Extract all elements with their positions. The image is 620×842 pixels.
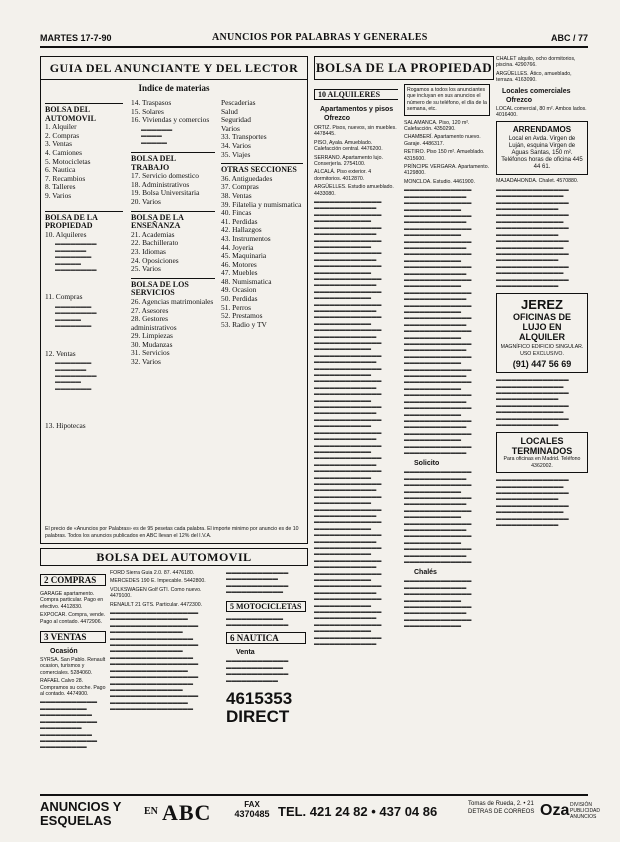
index-item: 32. Varios	[131, 357, 161, 367]
venta-heading: Venta	[236, 649, 255, 657]
index-left: BOLSA DEL AUTOMOVIL 1. Alquiler 2. Compras 3. Ventas 4. Camiones 5. Motocicletas 6. Nautica 7. Recambios 8. Talleres 9. Varios BOLSA DE LA PROPIEDAD 10. Alquileres ▬▬▬▬▬▬▬▬ ▬▬▬▬▬▬ ▬▬▬▬▬▬▬ ▬▬▬▬▬ ▬▬▬▬▬▬▬▬ 11. Compras ▬▬▬▬▬▬▬ ▬▬▬▬▬▬▬▬ ▬▬▬▬▬ ▬▬▬▬▬▬▬ 12. Ventas ▬▬▬▬▬▬▬ ▬▬▬▬▬▬ ▬▬▬▬▬▬▬▬ ▬▬▬▬▬ ▬▬▬▬▬▬▬ 13. Hipotecas	[45, 99, 123, 431]
automovil-banner	[40, 548, 308, 566]
footer-big-text: ANUNCIOS Y ESQUELAS	[40, 799, 122, 828]
index-item: 7. Recambios	[45, 173, 86, 183]
automovil-col-2: FORD Sierra Guia 2.0. 87. 4476180. MERCEDES 190 E. Impecable. 5442800. VOLKSWAGEN Golf GTI. Como nuevo. 4479100. RENAULT 21 GTS. Particular. 4472300. ▬▬▬▬▬▬▬▬▬▬▬▬▬▬▬▬▬ ▬▬▬▬▬▬▬▬▬▬▬▬▬▬▬ ▬▬▬▬▬▬▬▬▬▬▬▬▬▬▬▬▬ ▬▬▬▬▬▬▬▬▬▬▬▬▬▬ ▬▬▬▬▬▬▬▬▬▬▬▬▬▬▬▬ ▬▬▬▬▬▬▬▬▬▬▬▬▬▬▬▬▬ ▬▬▬▬▬▬▬▬▬▬▬▬▬▬ ▬▬▬▬▬▬▬▬▬▬▬▬▬▬▬▬ ▬▬▬▬▬▬▬▬▬▬▬▬▬▬▬▬▬ ▬▬▬▬▬▬▬▬▬▬▬▬▬▬▬ ▬▬▬▬▬▬▬▬▬▬▬▬▬▬▬▬▬ ▬▬▬▬▬▬▬▬▬▬▬▬▬▬▬▬ ▬▬▬▬▬▬▬▬▬▬▬▬▬▬ ▬▬▬▬▬▬▬▬▬▬▬▬▬▬▬▬▬ ▬▬▬▬▬▬▬▬▬▬▬▬▬▬▬ ▬▬▬▬▬▬▬▬▬▬▬▬▬▬▬▬	[110, 570, 222, 790]
index-item: 4. Camiones	[45, 147, 82, 157]
automovil-col-3: ▬▬▬▬▬▬▬▬▬▬▬▬ ▬▬▬▬▬▬▬▬▬▬ ▬▬▬▬▬▬▬▬▬▬▬▬ ▬▬▬▬▬▬▬▬▬▬▬ 5 MOTOCICLETAS ▬▬▬▬▬▬▬▬▬▬▬ ▬▬▬▬▬▬▬▬▬▬▬▬ 6 NAUTICA Venta ▬▬▬▬▬▬▬▬▬▬▬▬ ▬▬▬▬▬▬▬▬▬▬▬ ▬▬▬▬▬▬▬▬▬▬▬▬ ▬▬▬▬▬▬▬▬▬▬ 4615353 DIRECT	[226, 570, 306, 790]
index-item: 13. Hipotecas	[45, 421, 86, 431]
index-item: 1. Alquiler	[45, 122, 77, 132]
apartamentos-heading: Apartamentos y pisos	[320, 106, 394, 113]
jerez-sub: MAGNÍFICO EDIFICIO SINGULAR. USO EXCLUSIVO.	[500, 344, 584, 357]
index-item: Seguridad	[221, 115, 251, 125]
locales-terminados-text: Para oficinas en Madrid. Teléfono 4362002.	[503, 456, 581, 469]
index-item: Salud	[221, 106, 238, 116]
ad: LOCAL comercial, 80 m². Ambos lados. 4016400.	[496, 105, 587, 119]
issue-date: MARTES 17-7-90	[40, 33, 112, 43]
arrendamos-box	[496, 121, 588, 175]
ofrezco-heading: Ofrezco	[324, 115, 351, 122]
index-item: 6. Nautica	[45, 165, 76, 175]
motocicletas-tag: 5 MOTOCICLETAS	[226, 601, 306, 612]
ad: RENAULT 21 GTS. Particular. 4472300.	[110, 601, 203, 608]
ad: RAFAEL Calvo 28. Compramos su coche. Pago al contado. 4474900.	[40, 678, 106, 698]
index-item: 23. Idiomas	[131, 246, 166, 256]
index-item: 31. Servicios	[131, 348, 170, 358]
index-heading: BOLSA DE LA ENSEÑANZA	[131, 211, 215, 231]
ocasion-heading: Ocasión	[50, 648, 78, 656]
index-item: 42. Hallazgos	[221, 225, 262, 235]
notice-box: Rogamos a todos los anunciantes que incluyan en sus anuncios el número de su teléfono, el día de la semana, etc.	[404, 84, 490, 116]
footer-oza-sub: DIVISIÓN PUBLICIDAD ANUNCIOS	[570, 802, 601, 820]
paper-page: ABC / 77	[550, 33, 588, 43]
ofrezco-heading-2: Ofrezco	[506, 96, 533, 104]
footer-anuncios	[40, 800, 140, 828]
ad: CHALET alquilo, ocho dormitorios, piscina. 4290766.	[496, 56, 576, 69]
direct-phone: 4615353	[226, 689, 293, 709]
automovil-col-1: 2 COMPRAS GARAGE apartamento. Compra particular. Pago en efectivo. 4412830. EXPOCAR. Compra, vende. Pago al contado. 4472906. 3 VENTAS Ocasión SYRSA. San Pablo. Renault ocasion, turismos y comerciales. 5284060. RAFAEL Calvo 28. Compramos su coche. Pago al contado. 4474900. ▬▬▬▬▬▬▬▬▬▬▬ ▬▬▬▬▬▬▬▬▬ ▬▬▬▬▬▬▬▬▬▬ ▬▬▬▬▬▬▬▬▬▬▬ ▬▬▬▬▬▬▬▬ ▬▬▬▬▬▬▬▬▬▬ ▬▬▬▬▬▬▬▬▬▬▬ ▬▬▬▬▬▬▬▬▬	[40, 575, 106, 751]
footer-ad	[40, 794, 601, 832]
index-item: 51. Perros	[221, 302, 251, 312]
index-item: 8. Talleres	[45, 182, 76, 192]
index-item: 26. Agencias matrimoniales	[131, 296, 214, 306]
index-item: 33. Transportes	[221, 132, 267, 142]
index-item: 45. Maquinaria	[221, 251, 267, 261]
index-item: 35. Viajes	[221, 149, 251, 159]
index-item: 36. Antiguedades	[221, 173, 273, 183]
index-item: 50. Perdidas	[221, 294, 258, 304]
jerez-box	[496, 293, 588, 373]
index-item: Varios	[221, 123, 240, 133]
ad: ARGÜELLES. Ático, amueblado, terraza. 4163090.	[496, 70, 572, 84]
index-item: 38. Ventas	[221, 190, 252, 200]
index-item: 37. Compras	[221, 182, 259, 192]
guia-footnote: El precio de «Anuncios por Palabras» es de 95 pesetas cada palabra. El importe minimo por anuncio es de 10 palabras. Todos los anuncios publicados en ABC llevan el 12% del I.V.A.	[45, 526, 299, 539]
locales-terminados-title: LOCALES TERMINADOS	[511, 436, 573, 457]
index-item: 39. Filatelia y numismatica	[221, 199, 302, 209]
index-item: 5. Motocicletas	[45, 156, 91, 166]
index-heading: BOLSA DEL TRABAJO	[131, 152, 215, 172]
ventas-tag: 3 VENTAS	[40, 631, 106, 643]
index-heading: BOLSA DEL AUTOMOVIL	[45, 103, 123, 123]
nautica-tag: 6 NAUTICA	[226, 632, 306, 644]
index-item: 25. Varios	[131, 264, 161, 274]
jerez-title: JEREZ	[521, 297, 563, 313]
index-item: 9. Varios	[45, 190, 72, 200]
fax-number: 4370485	[234, 809, 270, 819]
index-item: 2. Compras	[45, 130, 80, 140]
ad: RETIRO. Piso 150 m². Amueblado. 4315600.	[404, 149, 485, 162]
footer-oza: Oza	[540, 802, 570, 819]
index-item: 28. Gestores administrativos	[131, 314, 177, 332]
chalets-heading: Chalés	[414, 569, 437, 577]
jerez-text: OFICINAS DE LUJO EN ALQUILER	[512, 312, 571, 343]
propiedad-title: BOLSA DE LA PROPIEDAD	[315, 60, 493, 75]
index-heading: OTRAS SECCIONES	[221, 163, 303, 175]
ad: MERCEDES 190 E. Impecable. 5442800.	[110, 578, 206, 585]
page-header	[40, 32, 588, 48]
ad: PISO, Ayala. Amueblado. Calefacción central. 4476200.	[314, 139, 383, 153]
ad: ALCALÁ. Piso exterior. 4 dormitorios. 4012870.	[314, 169, 372, 182]
index-item: 19. Bolsa Universitaria	[131, 188, 200, 198]
locales-heading: Locales comerciales	[502, 87, 571, 95]
index-heading: BOLSA DE LA PROPIEDAD	[45, 211, 123, 231]
index-item: 21. Academias	[131, 229, 175, 239]
tel-number: 421 24 82 • 437 04 86	[309, 804, 438, 819]
arrendamos-text: Local en Avda. Virgen de Luján, esquina Virgen de Aguas Santas, 150 m². Teléfonos horas de oficina 445 44 61.	[501, 136, 583, 171]
direct-label: DIRECT	[226, 707, 290, 727]
ad: SYRSA. San Pablo. Renault ocasion, turismos y comerciales. 5284060.	[40, 657, 106, 676]
section-title: ANUNCIOS POR PALABRAS Y GENERALES	[212, 32, 428, 43]
ad: FORD Sierra Guia 2.0. 87. 4476180.	[110, 570, 195, 576]
index-item: 17. Servicio domestico	[131, 171, 199, 181]
index-item: 3. Ventas	[45, 139, 72, 149]
footer-en: EN	[144, 806, 158, 817]
ad: ORTIZ. Pisos, nuevos, sin muebles. 4478445.	[314, 125, 397, 138]
ad: PRÍNCIPE VERGARA. Apartamento. 4129800.	[404, 164, 490, 177]
propiedad-col-2: Rogamos a todos los anunciantes que incluyan en sus anuncios el número de su teléfono, el día de la semana, etc. SALAMANCA. Piso, 120 m². Calefacción. 4350290. CHAMBERÍ. Apartamento nuevo. Garaje. 4486317. RETIRO. Piso 150 m². Amueblado. 4315600. PRÍNCIPE VERGARA. Apartamento. 4129800. MONCLOA. Estudio. 4461900. ▬▬▬▬▬▬▬▬▬▬▬▬▬ ▬▬▬▬▬▬▬▬▬▬▬▬ ▬▬▬▬▬▬▬▬▬▬▬▬▬ ▬▬▬▬▬▬▬▬▬▬▬ ▬▬▬▬▬▬▬▬▬▬▬▬▬ ▬▬▬▬▬▬▬▬▬▬▬▬ ▬▬▬▬▬▬▬▬▬▬▬▬▬ ▬▬▬▬▬▬▬▬▬▬▬ ▬▬▬▬▬▬▬▬▬▬▬▬▬ ▬▬▬▬▬▬▬▬▬▬▬▬ ▬▬▬▬▬▬▬▬▬▬▬▬▬ ▬▬▬▬▬▬▬▬▬▬▬ ▬▬▬▬▬▬▬▬▬▬▬▬▬ ▬▬▬▬▬▬▬▬▬▬▬▬ ▬▬▬▬▬▬▬▬▬▬▬▬▬ ▬▬▬▬▬▬▬▬▬▬▬ ▬▬▬▬▬▬▬▬▬▬▬▬▬ ▬▬▬▬▬▬▬▬▬▬▬▬ ▬▬▬▬▬▬▬▬▬▬▬▬▬ ▬▬▬▬▬▬▬▬▬▬▬ ▬▬▬▬▬▬▬▬▬▬▬▬▬ ▬▬▬▬▬▬▬▬▬▬▬▬ ▬▬▬▬▬▬▬▬▬▬▬▬▬ ▬▬▬▬▬▬▬▬▬▬▬ ▬▬▬▬▬▬▬▬▬▬▬▬▬ ▬▬▬▬▬▬▬▬▬▬▬▬ ▬▬▬▬▬▬▬▬▬▬▬▬▬ ▬▬▬▬▬▬▬▬▬▬▬ ▬▬▬▬▬▬▬▬▬▬▬▬▬ ▬▬▬▬▬▬▬▬▬▬▬▬ ▬▬▬▬▬▬▬▬▬▬▬▬▬ ▬▬▬▬▬▬▬▬▬▬▬ ▬▬▬▬▬▬▬▬▬▬▬▬▬ ▬▬▬▬▬▬▬▬▬▬▬▬ ▬▬▬▬▬▬▬▬▬▬▬▬▬ ▬▬▬▬▬▬▬▬▬▬▬ ▬▬▬▬▬▬▬▬▬▬▬▬▬ ▬▬▬▬▬▬▬▬▬▬▬▬ ▬▬▬▬▬▬▬▬▬▬▬▬▬ ▬▬▬▬▬▬▬▬▬▬▬ ▬▬▬▬▬▬▬▬▬▬▬▬▬ ▬▬▬▬▬▬▬▬▬▬▬▬ Solicito ▬▬▬▬▬▬▬▬▬▬▬▬▬ ▬▬▬▬▬▬▬▬▬▬▬▬ ▬▬▬▬▬▬▬▬▬▬▬▬▬ ▬▬▬▬▬▬▬▬▬▬▬ ▬▬▬▬▬▬▬▬▬▬▬▬▬ ▬▬▬▬▬▬▬▬▬▬▬▬ ▬▬▬▬▬▬▬▬▬▬▬▬▬ ▬▬▬▬▬▬▬▬▬▬▬ ▬▬▬▬▬▬▬▬▬▬▬▬▬ ▬▬▬▬▬▬▬▬▬▬▬▬ ▬▬▬▬▬▬▬▬▬▬▬▬▬ ▬▬▬▬▬▬▬▬▬▬▬ ▬▬▬▬▬▬▬▬▬▬▬▬▬ ▬▬▬▬▬▬▬▬▬▬▬▬ ▬▬▬▬▬▬▬▬▬▬▬▬▬ Chalés ▬▬▬▬▬▬▬▬▬▬▬▬▬ ▬▬▬▬▬▬▬▬▬▬▬▬ ▬▬▬▬▬▬▬▬▬▬▬▬▬ ▬▬▬▬▬▬▬▬▬▬▬ ▬▬▬▬▬▬▬▬▬▬▬▬▬ ▬▬▬▬▬▬▬▬▬▬▬▬ ▬▬▬▬▬▬▬▬▬▬▬▬▬ ▬▬▬▬▬▬▬▬▬▬▬	[404, 84, 490, 790]
index-item: 40. Fincas	[221, 208, 252, 218]
index-item: 53. Radio y TV	[221, 319, 267, 329]
index-item: 18. Administrativos	[131, 179, 190, 189]
fax-label: FAX	[244, 800, 260, 809]
index-item: 11. Compras	[45, 292, 83, 302]
guia-title: GUIA DEL ANUNCIANTE Y DEL LECTOR	[41, 57, 307, 80]
ad: ARGÜELLES. Estudio amueblado. 4433080.	[314, 184, 394, 197]
propiedad-banner	[314, 56, 494, 80]
automovil-title: BOLSA DEL AUTOMOVIL	[96, 550, 252, 564]
index-item: 16. Viviendas y comercios	[131, 115, 210, 125]
ad: EXPOCAR. Compra, vende. Pago al contado. 4472906.	[40, 612, 106, 625]
index-item: 22. Bachillerato	[131, 238, 179, 248]
footer-tel	[278, 804, 437, 819]
index-item: 46. Motores	[221, 259, 257, 269]
index-item: 34. Varios	[221, 140, 251, 150]
locales-terminados-box	[496, 432, 588, 473]
propiedad-col-3: CHALET alquilo, ocho dormitorios, piscina. 4290766. ARGÜELLES. Ático, amueblado, terraza. 4163090. Locales comerciales Ofrezco LOCAL comercial, 80 m². Ambos lados. 4016400. ARRENDAMOS Local en Avda. Virgen de Luján, esquina Virgen de Aguas Santas, 150 m². Teléfonos horas de oficina 445 44 61. MAJADAHONDA. Chalet. 4570880. ▬▬▬▬▬▬▬▬▬▬▬▬▬▬ ▬▬▬▬▬▬▬▬▬▬▬▬▬ ▬▬▬▬▬▬▬▬▬▬▬▬▬▬ ▬▬▬▬▬▬▬▬▬▬▬▬ ▬▬▬▬▬▬▬▬▬▬▬▬▬▬ ▬▬▬▬▬▬▬▬▬▬▬▬▬ ▬▬▬▬▬▬▬▬▬▬▬▬▬▬ ▬▬▬▬▬▬▬▬▬▬▬▬ ▬▬▬▬▬▬▬▬▬▬▬▬▬▬ ▬▬▬▬▬▬▬▬▬▬▬▬▬ ▬▬▬▬▬▬▬▬▬▬▬▬▬▬ ▬▬▬▬▬▬▬▬▬▬▬▬ ▬▬▬▬▬▬▬▬▬▬▬▬▬▬ ▬▬▬▬▬▬▬▬▬▬▬▬▬ ▬▬▬▬▬▬▬▬▬▬▬▬▬▬ ▬▬▬▬▬▬▬▬▬▬▬▬ JEREZ OFICINAS DE LUJO EN ALQUILER MAGNÍFICO EDIFICIO SINGULAR. USO EXCLUSIVO. (91) 447 56 69 ▬▬▬▬▬▬▬▬▬▬▬▬▬▬ ▬▬▬▬▬▬▬▬▬▬▬▬▬ ▬▬▬▬▬▬▬▬▬▬▬▬▬▬ ▬▬▬▬▬▬▬▬▬▬▬▬ ▬▬▬▬▬▬▬▬▬▬▬▬▬▬ ▬▬▬▬▬▬▬▬▬▬▬▬▬ ▬▬▬▬▬▬▬▬▬▬▬▬▬▬ ▬▬▬▬▬▬▬▬▬▬▬▬ LOCALES TERMINADOS Para oficinas en Madrid. Teléfono 4362002. ▬▬▬▬▬▬▬▬▬▬▬▬▬▬ ▬▬▬▬▬▬▬▬▬▬▬▬▬ ▬▬▬▬▬▬▬▬▬▬▬▬▬▬ ▬▬▬▬▬▬▬▬▬▬▬▬ ▬▬▬▬▬▬▬▬▬▬▬▬▬▬ ▬▬▬▬▬▬▬▬▬▬▬▬▬ ▬▬▬▬▬▬▬▬▬▬▬▬▬▬ ▬▬▬▬▬▬▬▬▬▬▬▬	[496, 56, 587, 529]
index-item: 47. Muebles	[221, 268, 258, 278]
solicito-heading: Solicito	[414, 460, 440, 468]
index-item: Pescaderias	[221, 98, 256, 107]
ad: SERRANO. Apartamento lujo. Conserjería. 2754100.	[314, 154, 383, 168]
index-heading: BOLSA DE LOS SERVICIOS	[131, 278, 215, 298]
guia-box	[40, 56, 308, 544]
footer-fax	[230, 800, 274, 819]
index-item: 10. Alquileres	[45, 229, 87, 239]
ad: GARAGE apartamento. Compra particular. Pago en efectivo. 4412830.	[40, 591, 104, 610]
index-title: Indice de materias	[138, 83, 210, 93]
ad: VOLKSWAGEN Golf GTI. Como nuevo. 4479100.	[110, 586, 202, 600]
index-item: 41. Perdidas	[221, 216, 258, 226]
index-item: 29. Limpiezas	[131, 331, 173, 341]
index-item: 48. Numismatica	[221, 276, 272, 286]
index-item: 43. Instrumentos	[221, 233, 271, 243]
ad: MONCLOA. Estudio. 4461900.	[404, 178, 475, 185]
footer-brand: ABC	[162, 800, 212, 825]
index-item: 14. Traspasos	[131, 98, 172, 107]
compras-tag: 2 COMPRAS	[40, 574, 106, 586]
alquileres-tag: 10 ALQUILERES	[314, 89, 398, 100]
index-item: 44. Joyeria	[221, 242, 254, 252]
index-item: 20. Varios	[131, 196, 161, 206]
footer-address: Tomas de Rueda, 2. • 21 DETRAS DE CORREOS	[468, 801, 535, 815]
index-item: 52. Prestamos	[221, 311, 263, 321]
index-right	[221, 99, 303, 329]
ad: CHAMBERÍ. Apartamento nuevo. Garaje. 4486317.	[404, 134, 481, 147]
jerez-phone: (91) 447 56 69	[512, 359, 572, 370]
index-item: 15. Solares	[131, 106, 164, 116]
index-item: 30. Mudanzas	[131, 339, 173, 349]
index-item: 27. Asesores	[131, 305, 169, 315]
index-item: 49. Ocasion	[221, 285, 257, 295]
ad: SALAMANCA. Piso, 120 m². Calefacción. 4350290.	[404, 119, 470, 133]
index-middle: 14. Traspasos 15. Solares 16. Viviendas y comercios ▬▬▬▬▬▬ ▬▬▬▬ ▬▬▬▬▬ BOLSA DEL TRABAJO 17. Servicio domestico 18. Administrativos 19. Bolsa Universitaria 20. Varios BOLSA DE LA ENSEÑANZA 21. Academias 22. Bachillerato 23. Idiomas 24. Oposiciones 25. Varios BOLSA DE LOS SERVICIOS 26. Agencias matrimoniales 27. Asesores 28. Gestores administrativos 29. Limpiezas 30. Mudanzas 31. Servicios 32. Varios	[131, 98, 214, 367]
propiedad-col-1: 10 ALQUILERES Apartamentos y pisos Ofrezco ORTIZ. Pisos, nuevos, sin muebles. 4478445. PISO, Ayala. Amueblado. Calefacción central. 4476200. SERRANO. Apartamento lujo. Conserjería. 2754100. ALCALÁ. Piso exterior. 4 dormitorios. 4012870. ARGÜELLES. Estudio amueblado. 4433080. ▬▬▬▬▬▬▬▬▬▬▬▬▬ ▬▬▬▬▬▬▬▬▬▬▬▬ ▬▬▬▬▬▬▬▬▬▬▬▬▬ ▬▬▬▬▬▬▬▬▬▬▬ ▬▬▬▬▬▬▬▬▬▬▬▬▬ ▬▬▬▬▬▬▬▬▬▬▬▬ ▬▬▬▬▬▬▬▬▬▬▬▬▬ ▬▬▬▬▬▬▬▬▬▬▬ ▬▬▬▬▬▬▬▬▬▬▬▬▬ ▬▬▬▬▬▬▬▬▬▬▬▬ ▬▬▬▬▬▬▬▬▬▬▬▬▬ ▬▬▬▬▬▬▬▬▬▬▬ ▬▬▬▬▬▬▬▬▬▬▬▬▬ ▬▬▬▬▬▬▬▬▬▬▬▬ ▬▬▬▬▬▬▬▬▬▬▬▬▬ ▬▬▬▬▬▬▬▬▬▬▬ ▬▬▬▬▬▬▬▬▬▬▬▬▬ ▬▬▬▬▬▬▬▬▬▬▬▬ ▬▬▬▬▬▬▬▬▬▬▬▬▬ ▬▬▬▬▬▬▬▬▬▬▬ ▬▬▬▬▬▬▬▬▬▬▬▬▬ ▬▬▬▬▬▬▬▬▬▬▬▬ ▬▬▬▬▬▬▬▬▬▬▬▬▬ ▬▬▬▬▬▬▬▬▬▬▬ ▬▬▬▬▬▬▬▬▬▬▬▬▬ ▬▬▬▬▬▬▬▬▬▬▬▬ ▬▬▬▬▬▬▬▬▬▬▬▬▬ ▬▬▬▬▬▬▬▬▬▬▬ ▬▬▬▬▬▬▬▬▬▬▬▬▬ ▬▬▬▬▬▬▬▬▬▬▬▬ ▬▬▬▬▬▬▬▬▬▬▬▬▬ ▬▬▬▬▬▬▬▬▬▬▬ ▬▬▬▬▬▬▬▬▬▬▬▬▬ ▬▬▬▬▬▬▬▬▬▬▬▬ ▬▬▬▬▬▬▬▬▬▬▬▬▬ ▬▬▬▬▬▬▬▬▬▬▬ ▬▬▬▬▬▬▬▬▬▬▬▬▬ ▬▬▬▬▬▬▬▬▬▬▬▬ ▬▬▬▬▬▬▬▬▬▬▬▬▬ ▬▬▬▬▬▬▬▬▬▬▬ ▬▬▬▬▬▬▬▬▬▬▬▬▬ ▬▬▬▬▬▬▬▬▬▬▬▬ ▬▬▬▬▬▬▬▬▬▬▬▬▬ ▬▬▬▬▬▬▬▬▬▬▬ ▬▬▬▬▬▬▬▬▬▬▬▬▬ ▬▬▬▬▬▬▬▬▬▬▬▬ ▬▬▬▬▬▬▬▬▬▬▬▬▬ ▬▬▬▬▬▬▬▬▬▬▬ ▬▬▬▬▬▬▬▬▬▬▬▬▬ ▬▬▬▬▬▬▬▬▬▬▬▬ ▬▬▬▬▬▬▬▬▬▬▬▬▬ ▬▬▬▬▬▬▬▬▬▬▬ ▬▬▬▬▬▬▬▬▬▬▬▬▬ ▬▬▬▬▬▬▬▬▬▬▬▬ ▬▬▬▬▬▬▬▬▬▬▬▬▬ ▬▬▬▬▬▬▬▬▬▬▬ ▬▬▬▬▬▬▬▬▬▬▬▬▬ ▬▬▬▬▬▬▬▬▬▬▬▬ ▬▬▬▬▬▬▬▬▬▬▬▬▬ ▬▬▬▬▬▬▬▬▬▬▬ ▬▬▬▬▬▬▬▬▬▬▬▬▬ ▬▬▬▬▬▬▬▬▬▬▬▬ ▬▬▬▬▬▬▬▬▬▬▬▬▬ ▬▬▬▬▬▬▬▬▬▬▬ ▬▬▬▬▬▬▬▬▬▬▬▬▬ ▬▬▬▬▬▬▬▬▬▬▬▬ ▬▬▬▬▬▬▬▬▬▬▬▬▬ ▬▬▬▬▬▬▬▬▬▬▬ ▬▬▬▬▬▬▬▬▬▬▬▬▬ ▬▬▬▬▬▬▬▬▬▬▬▬	[314, 84, 398, 790]
index-item: 12. Ventas	[45, 348, 76, 358]
tel-label: TEL.	[278, 804, 307, 819]
arrendamos-title: ARRENDAMOS	[512, 125, 572, 135]
index-item: 24. Oposiciones	[131, 255, 179, 265]
ad: MAJADAHONDA. Chalet. 4570880.	[496, 178, 579, 185]
